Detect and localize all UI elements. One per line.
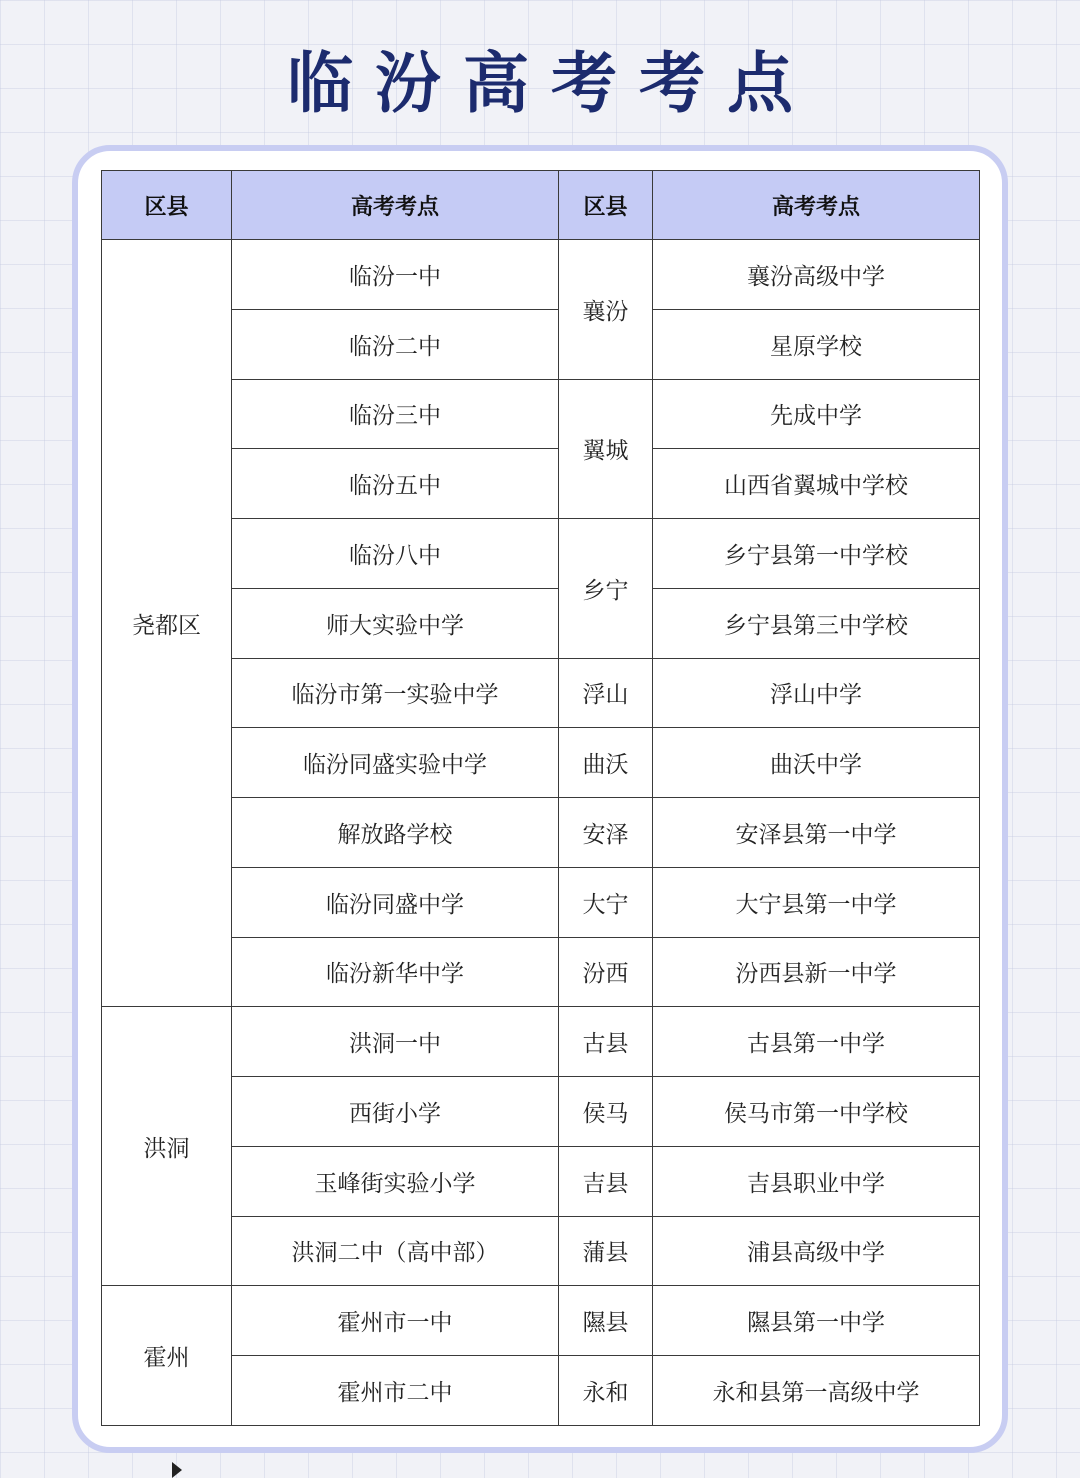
site-cell: 临汾八中 <box>232 519 559 589</box>
site-cell: 永和县第一高级中学 <box>653 1356 980 1426</box>
district-cell: 吉县 <box>559 1146 653 1216</box>
table-row <box>102 658 980 728</box>
district-cell: 襄汾 <box>559 240 653 380</box>
table-row <box>102 1216 980 1286</box>
site-cell: 襄汾高级中学 <box>653 240 980 310</box>
site-cell: 浦县高级中学 <box>653 1216 980 1286</box>
district-cell: 浮山 <box>559 658 653 728</box>
site-cell: 吉县职业中学 <box>653 1146 980 1216</box>
table-row <box>102 937 980 1007</box>
site-cell: 霍州市二中 <box>232 1356 559 1426</box>
table-row <box>102 379 980 449</box>
site-cell: 洪洞一中 <box>232 1007 559 1077</box>
header-district-left: 区县 <box>102 171 232 240</box>
site-cell: 乡宁县第三中学校 <box>653 588 980 658</box>
site-cell: 星原学校 <box>653 309 980 379</box>
district-cell: 永和 <box>559 1356 653 1426</box>
district-cell: 曲沃 <box>559 728 653 798</box>
triangle-icon <box>172 1462 182 1478</box>
district-cell: 霍州 <box>102 1286 232 1426</box>
table-header-row <box>102 171 980 240</box>
table-row <box>102 798 980 868</box>
site-cell: 大宁县第一中学 <box>653 867 980 937</box>
site-cell: 临汾同盛中学 <box>232 867 559 937</box>
site-cell: 洪洞二中（高中部） <box>232 1216 559 1286</box>
site-cell: 师大实验中学 <box>232 588 559 658</box>
district-cell: 隰县 <box>559 1286 653 1356</box>
site-cell: 临汾同盛实验中学 <box>232 728 559 798</box>
site-cell: 临汾二中 <box>232 309 559 379</box>
site-cell: 临汾新华中学 <box>232 937 559 1007</box>
table-row <box>102 1077 980 1147</box>
district-cell: 翼城 <box>559 379 653 519</box>
site-cell: 西街小学 <box>232 1077 559 1147</box>
table-row <box>102 240 980 310</box>
district-cell: 蒲县 <box>559 1216 653 1286</box>
site-cell: 山西省翼城中学校 <box>653 449 980 519</box>
table-row <box>102 867 980 937</box>
district-cell: 乡宁 <box>559 519 653 659</box>
site-cell: 汾西县新一中学 <box>653 937 980 1007</box>
table-row <box>102 449 980 519</box>
district-cell: 安泽 <box>559 798 653 868</box>
table-row <box>102 309 980 379</box>
header-site-right: 高考考点 <box>653 171 980 240</box>
table-row <box>102 1286 980 1356</box>
district-cell: 洪洞 <box>102 1007 232 1286</box>
site-cell: 解放路学校 <box>232 798 559 868</box>
exam-sites-table <box>101 170 980 1426</box>
page-title: 临汾高考考点 <box>287 44 815 122</box>
site-cell: 先成中学 <box>653 379 980 449</box>
site-cell: 乡宁县第一中学校 <box>653 519 980 589</box>
site-cell: 玉峰街实验小学 <box>232 1146 559 1216</box>
district-cell: 尧都区 <box>102 240 232 1007</box>
table-row <box>102 519 980 589</box>
table-row <box>102 728 980 798</box>
site-cell: 隰县第一中学 <box>653 1286 980 1356</box>
site-cell: 霍州市一中 <box>232 1286 559 1356</box>
site-cell: 临汾五中 <box>232 449 559 519</box>
site-cell: 临汾市第一实验中学 <box>232 658 559 728</box>
site-cell: 临汾三中 <box>232 379 559 449</box>
site-cell: 安泽县第一中学 <box>653 798 980 868</box>
table-row <box>102 1146 980 1216</box>
district-cell: 侯马 <box>559 1077 653 1147</box>
site-cell: 浮山中学 <box>653 658 980 728</box>
table-row <box>102 588 980 658</box>
site-cell: 临汾一中 <box>232 240 559 310</box>
site-cell: 曲沃中学 <box>653 728 980 798</box>
site-cell: 古县第一中学 <box>653 1007 980 1077</box>
header-district-right: 区县 <box>559 171 653 240</box>
table-row <box>102 1356 980 1426</box>
site-cell: 侯马市第一中学校 <box>653 1077 980 1147</box>
table-row <box>102 1007 980 1077</box>
district-cell: 大宁 <box>559 867 653 937</box>
district-cell: 汾西 <box>559 937 653 1007</box>
header-site-left: 高考考点 <box>232 171 559 240</box>
district-cell: 古县 <box>559 1007 653 1077</box>
